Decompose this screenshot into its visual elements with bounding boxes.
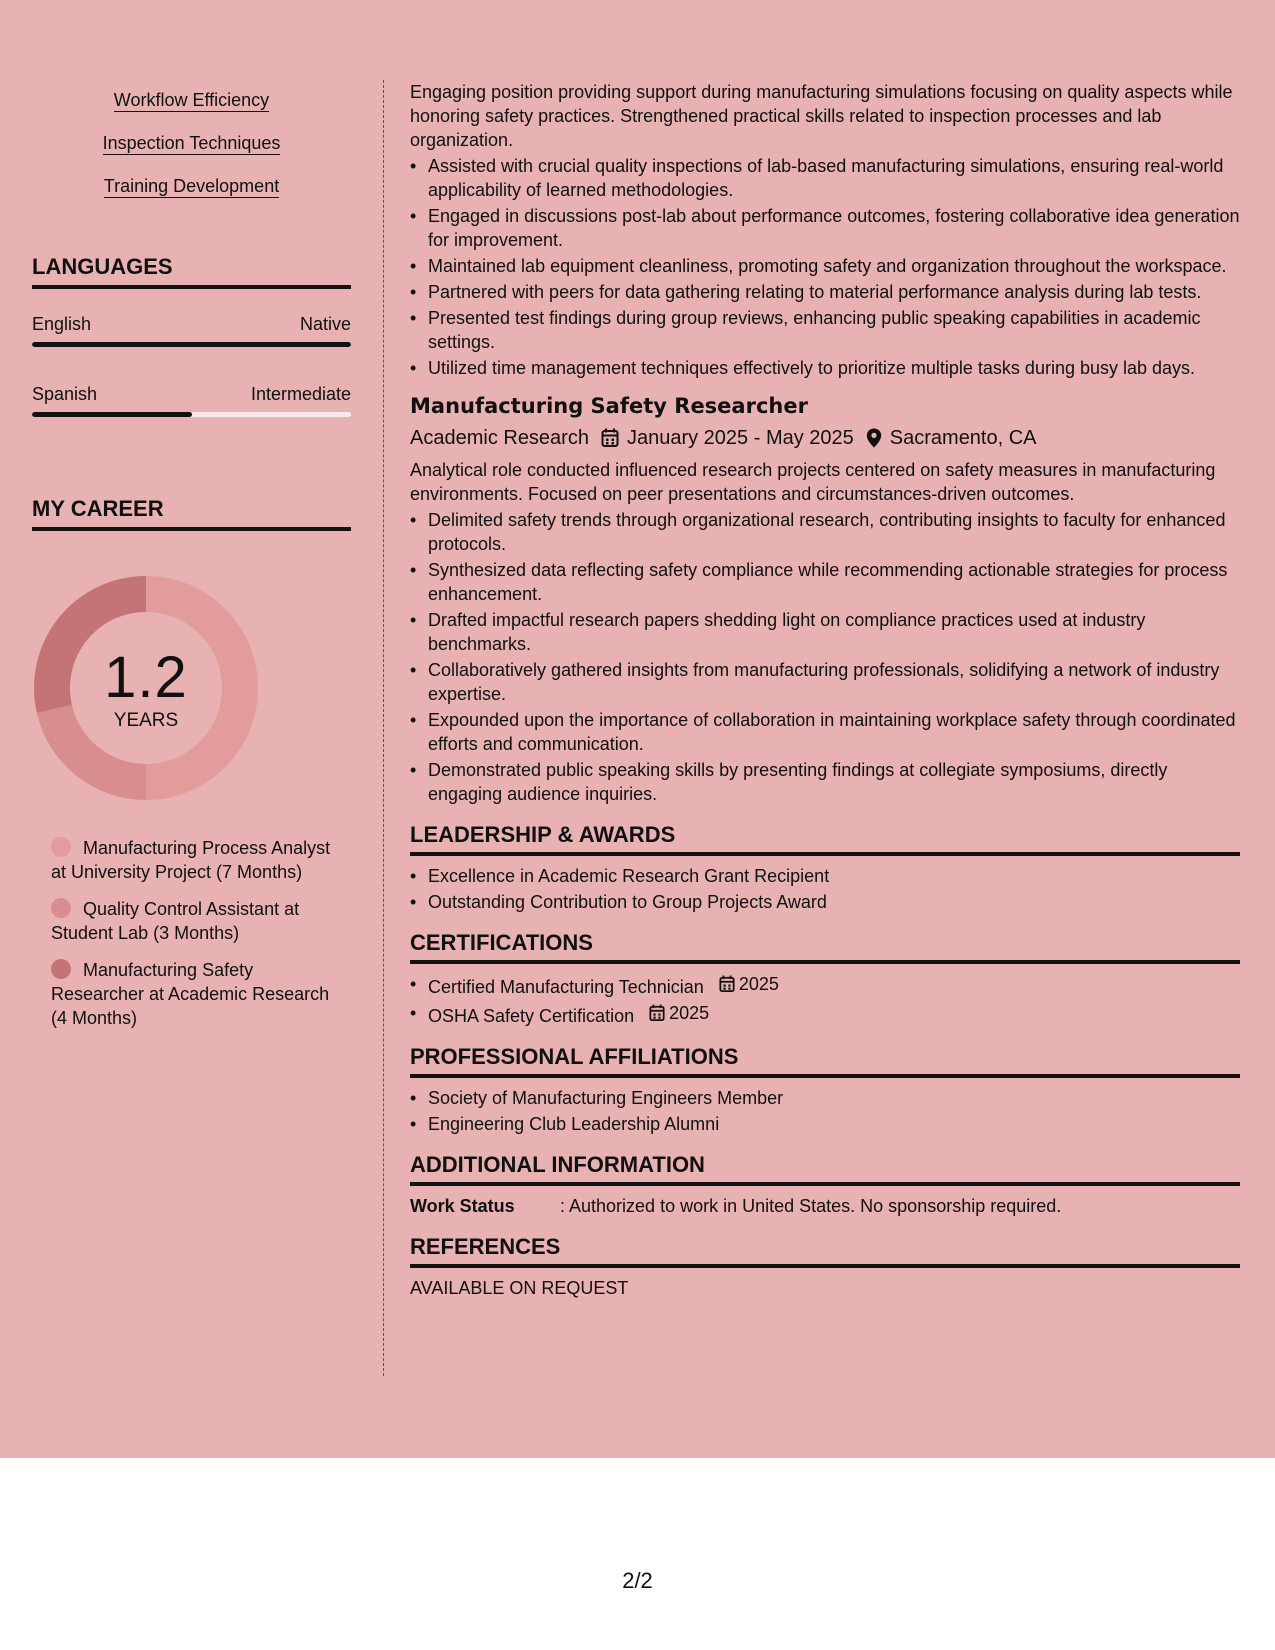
certification-item — [410, 972, 1240, 999]
language-spanish — [32, 383, 351, 417]
affiliations-section — [410, 1044, 1240, 1136]
language-level: Native — [299, 314, 351, 334]
language-level: Intermediate — [250, 384, 351, 404]
language-name: Spanish — [32, 384, 98, 404]
job-bullet: • Synthesized data reflecting safety compliance while recommending actionable strategies for process enhancement. — [410, 558, 1240, 606]
awards-section — [410, 822, 1240, 914]
career-total: 1.2 — [104, 645, 188, 710]
legend-dot — [51, 837, 71, 857]
references-text: AVAILABLE ON REQUEST — [410, 1278, 629, 1298]
language-bar — [32, 342, 351, 347]
map-pin-icon — [866, 428, 882, 448]
career-legend-item: Quality Control Assistant at Student Lab (3 Months) — [51, 899, 300, 943]
right-column — [410, 80, 1240, 1300]
career-legend-item: Manufacturing Process Analyst at University Project (7 Months) — [51, 838, 331, 882]
job-bullet: • Assisted with crucial quality inspections of lab-based manufacturing simulations, ensuring real-world applicability of learned methodologies. — [410, 154, 1240, 202]
job-location: Sacramento, CA — [889, 427, 1037, 449]
skills-list — [32, 88, 351, 217]
award-item: • Excellence in Academic Research Grant Recipient — [410, 864, 1240, 888]
job-dates: January 2025 - May 2025 — [626, 427, 854, 449]
additional-heading: ADDITIONAL INFORMATION — [410, 1152, 1240, 1186]
calendar-icon — [601, 428, 619, 448]
page-number: 2/2 — [622, 1568, 653, 1593]
certification-year: 2025 — [738, 974, 779, 994]
job-bullets — [410, 508, 1240, 806]
job-company: Academic Research — [410, 427, 589, 449]
skill-item: Training Development — [103, 176, 280, 196]
work-status-value: : Authorized to work in United States. No sponsorship required. — [560, 1196, 1062, 1216]
language-bar — [32, 412, 351, 417]
affiliations-heading: PROFESSIONAL AFFILIATIONS — [410, 1044, 1240, 1078]
certification-year: 2025 — [669, 1003, 710, 1023]
references-section — [410, 1234, 1240, 1300]
references-heading: REFERENCES — [410, 1234, 1240, 1268]
language-bar-fill — [32, 342, 351, 347]
job-summary: Engaging position providing support during manufacturing simulations focusing on quality aspects while honoring safety practices. Strengthened practical skills related to inspection processes and lab organization. — [410, 82, 1233, 150]
legend-dot — [51, 898, 71, 918]
certification-name: OSHA Safety Certification — [428, 1006, 635, 1026]
column-divider — [383, 80, 384, 1376]
job-bullets — [410, 154, 1240, 380]
awards-heading: LEADERSHIP & AWARDS — [410, 822, 1240, 856]
job-bullet: • Utilized time management techniques effectively to prioritize multiple tasks during busy lab days. — [410, 356, 1240, 380]
career-section — [32, 496, 351, 531]
career-unit: YEARS — [113, 710, 179, 731]
job-bullet: • Engaged in discussions post-lab about performance outcomes, fostering collaborative idea generation for improvement. — [410, 204, 1240, 252]
calendar-icon — [649, 1004, 665, 1022]
certifications-section — [410, 930, 1240, 1028]
certification-name: Certified Manufacturing Technician — [428, 977, 704, 997]
career-donut-label — [34, 576, 258, 800]
affiliation-item: • Society of Manufacturing Engineers Member — [410, 1086, 1240, 1110]
certifications-heading: CERTIFICATIONS — [410, 930, 1240, 964]
languages-heading: LANGUAGES — [32, 254, 351, 289]
career-legend-item: Manufacturing Safety Researcher at Academic Research (4 Months) — [51, 960, 330, 1028]
language-bar-fill — [32, 412, 192, 417]
award-item: • Outstanding Contribution to Group Projects Award — [410, 890, 1240, 914]
job-bullet: • Maintained lab equipment cleanliness, promoting safety and organization throughout the workspace. — [410, 254, 1240, 278]
job-bullet: • Demonstrated public speaking skills by presenting findings at collegiate symposiums, directly engaging audience inquiries. — [410, 758, 1240, 806]
skill-item: Workflow Efficiency — [113, 90, 270, 110]
calendar-icon — [719, 975, 735, 993]
job-bullet: • Delimited safety trends through organizational research, contributing insights to faculty for enhanced protocols. — [410, 508, 1240, 556]
skill-item: Inspection Techniques — [102, 133, 281, 153]
affiliation-item: • Engineering Club Leadership Alumni — [410, 1112, 1240, 1136]
additional-section — [410, 1152, 1240, 1218]
job-meta — [410, 424, 1240, 452]
job-summary: Analytical role conducted influenced research projects centered on safety measures in manufacturing environments. Focused on peer presentations and circumstances-driven outcomes. — [410, 460, 1216, 504]
job-bullet: • Collaboratively gathered insights from manufacturing professionals, solidifying a network of industry expertise. — [410, 658, 1240, 706]
languages-section — [32, 254, 351, 289]
job-bullet: • Partnered with peers for data gathering relating to material performance analysis during lab tests. — [410, 280, 1240, 304]
work-status-label: Work Status — [410, 1196, 515, 1216]
certification-item — [410, 1001, 1240, 1028]
career-legend — [51, 836, 331, 1043]
job-title: Manufacturing Safety Researcher — [410, 394, 808, 418]
job-bullet: • Drafted impactful research papers shedding light on compliance practices used at industry benchmarks. — [410, 608, 1240, 656]
language-name: English — [32, 314, 92, 334]
career-heading: MY CAREER — [32, 496, 351, 531]
job-bullet: • Presented test findings during group reviews, enhancing public speaking capabilities in academic settings. — [410, 306, 1240, 354]
job-bullet: • Expounded upon the importance of collaboration in maintaining workplace safety through coordinated efforts and communication. — [410, 708, 1240, 756]
language-english — [32, 313, 351, 347]
legend-dot — [51, 959, 71, 979]
